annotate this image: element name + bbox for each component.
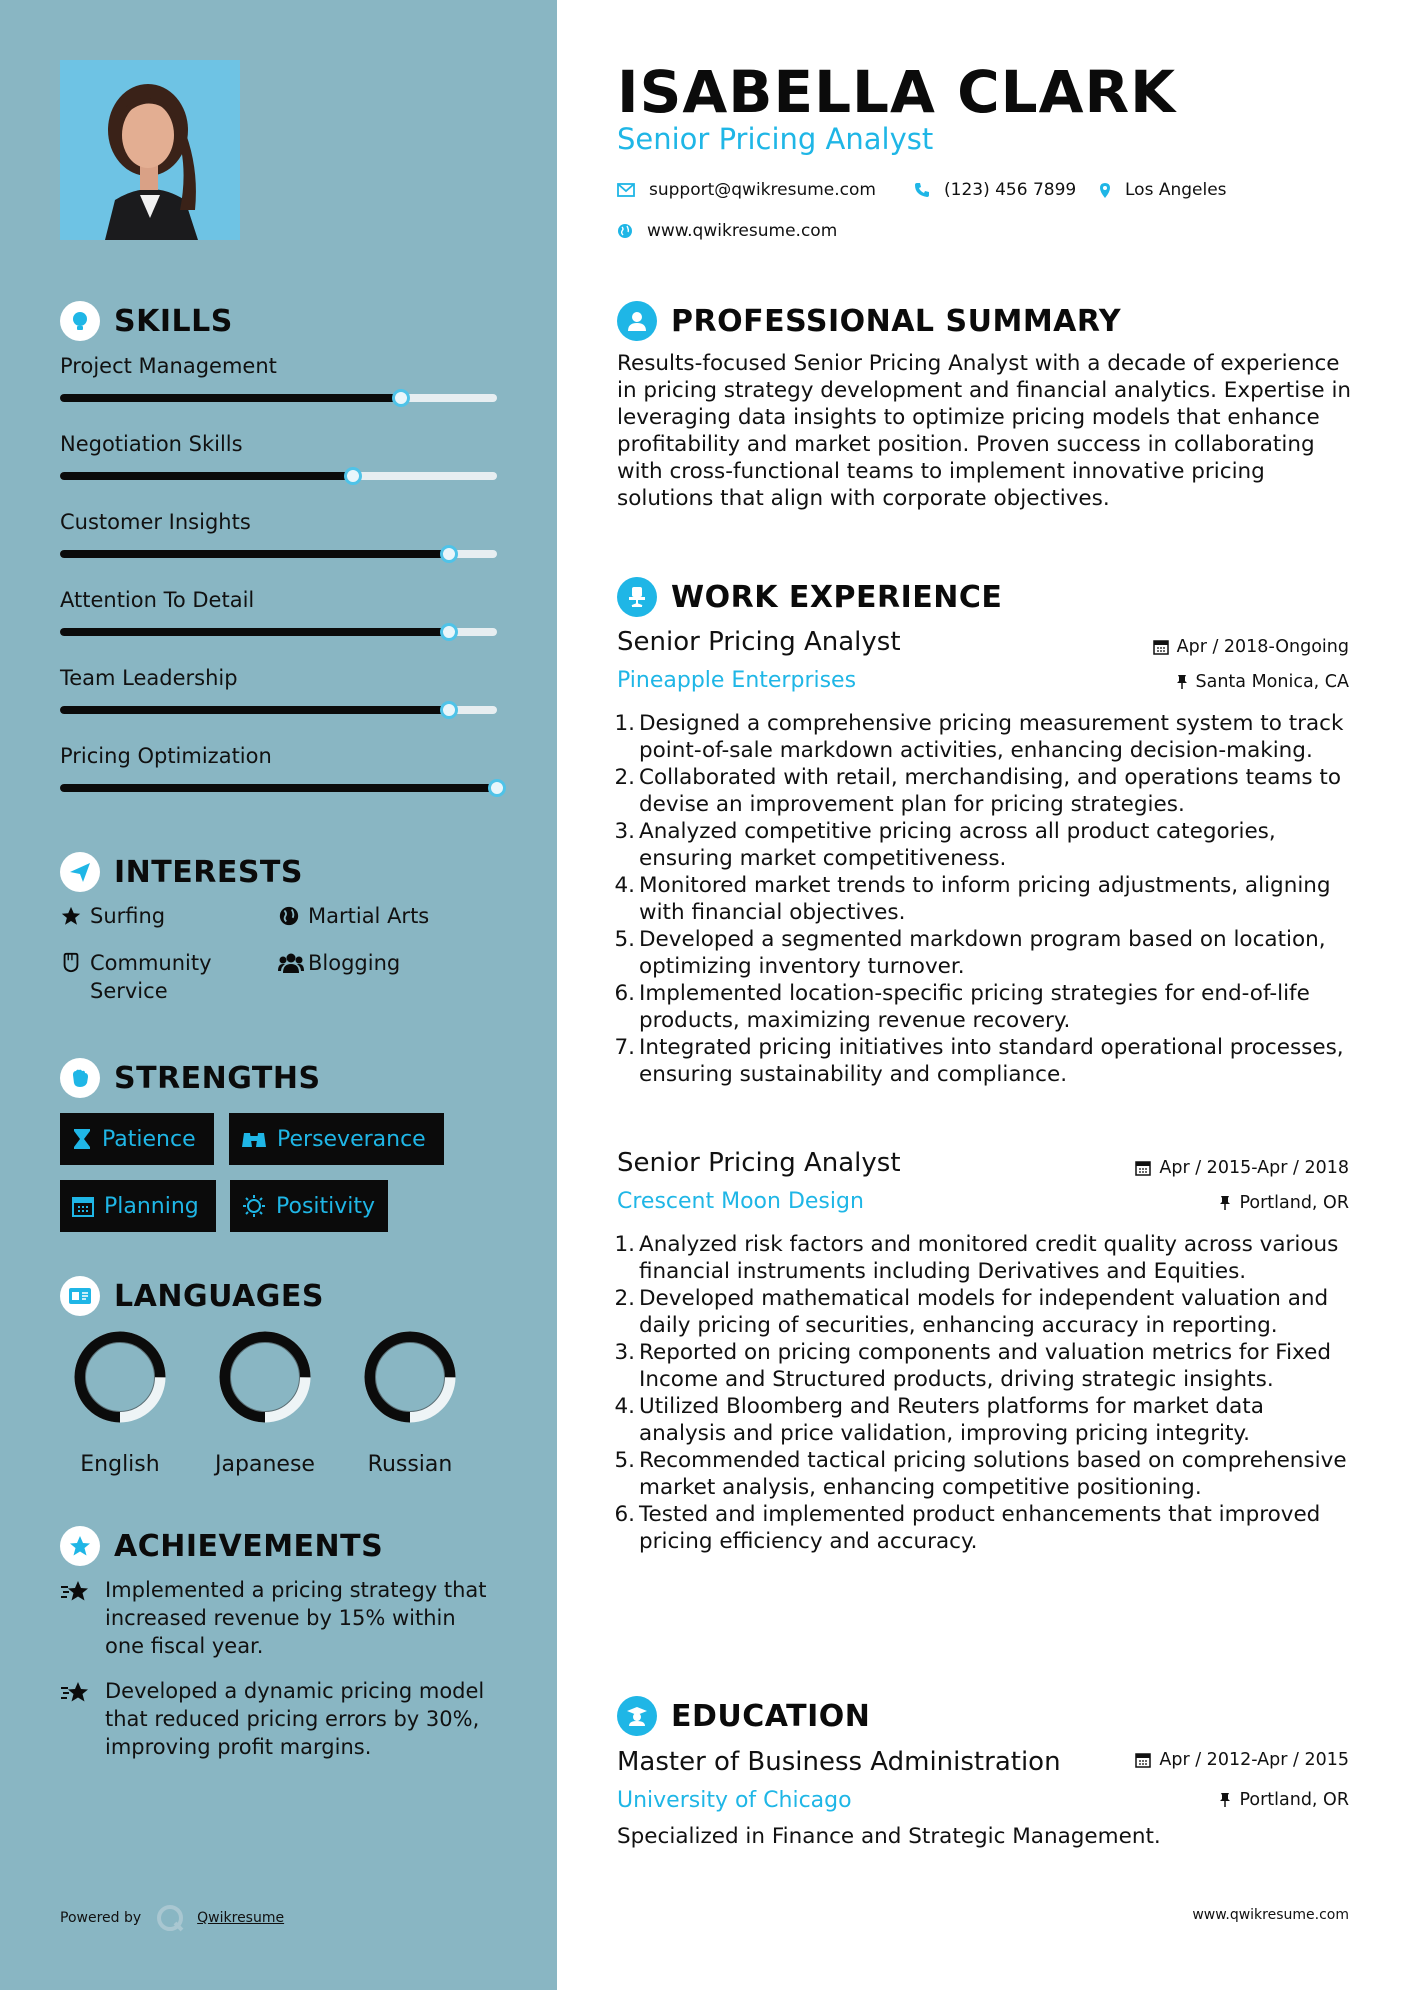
job-bullet: [610, 1339, 1355, 1393]
job-bullet: [610, 1447, 1355, 1501]
candidate-role: Senior Pricing Analyst: [617, 122, 934, 156]
job-bullets: [610, 1231, 1355, 1555]
bullet-number: 3.: [614, 819, 635, 844]
skill-bar-fill: [60, 472, 353, 480]
bullet-number: 3.: [614, 1340, 635, 1365]
skill-label: Negotiation Skills: [60, 432, 243, 456]
job-bullet: [610, 1393, 1355, 1447]
skill-bar: [60, 394, 497, 402]
job-bullet: [610, 1285, 1355, 1339]
language-item: [65, 1330, 175, 1477]
job-bullet: [610, 1231, 1355, 1285]
footer-url[interactable]: www.qwikresume.com: [1192, 1907, 1349, 1923]
hourglass-icon: [72, 1128, 92, 1150]
bullet-text: Implemented location-specific pricing strategies for end-of-life products, maximizing revenue recovery.: [639, 981, 1310, 1033]
users-icon: [278, 952, 308, 981]
strength-badge: Positivity: [230, 1180, 388, 1232]
skill-item: [60, 744, 500, 768]
skill-bar: [60, 472, 497, 480]
skill-bar-knob: [440, 545, 458, 563]
contact-email[interactable]: support@qwikresume.com: [617, 180, 876, 200]
contact-location: Los Angeles: [1099, 180, 1227, 200]
calendar-icon: [72, 1195, 94, 1217]
skill-item: [60, 432, 500, 456]
achievement-item: Implemented a pricing strategy that increased revenue by 15% within one fiscal year.: [60, 1576, 500, 1660]
language-level-ring: [218, 1330, 312, 1424]
shooting-star-icon: [60, 1679, 105, 1761]
bullet-text: Developed a segmented markdown program based on location, optimizing inventory turnover.: [639, 927, 1326, 979]
skill-item: [60, 354, 500, 378]
job-bullet: [610, 926, 1355, 980]
school-name: University of Chicago: [617, 1788, 852, 1813]
job-dates: Apr / 2018-Ongoing: [1153, 637, 1349, 657]
language-ring-inner: [231, 1343, 300, 1412]
office-chair-icon: [617, 577, 657, 617]
job-bullet: [610, 818, 1355, 872]
qwikresume-link[interactable]: Qwikresume: [197, 1910, 285, 1926]
bullet-number: 4.: [614, 1394, 635, 1419]
pushpin-icon: [1219, 1792, 1231, 1808]
calendar-icon: [1153, 639, 1169, 655]
skill-bar-knob: [488, 779, 506, 797]
hand-icon: [60, 952, 90, 981]
job-bullet: [610, 1034, 1355, 1088]
bullet-text: Utilized Bloomberg and Reuters platforms for market data analysis and price validation, improving pricing integrity.: [639, 1394, 1264, 1446]
star-badge-icon: [60, 1526, 100, 1566]
skill-label: Customer Insights: [60, 510, 251, 534]
map-pin-icon: [1099, 182, 1111, 199]
pushpin-icon: [1219, 1195, 1231, 1211]
skill-label: Pricing Optimization: [60, 744, 272, 768]
bullet-number: 5.: [614, 927, 635, 952]
job-bullet: [610, 872, 1355, 926]
language-label: Japanese: [215, 1452, 315, 1477]
education-description: Specialized in Finance and Strategic Management.: [617, 1824, 1161, 1849]
skill-bar-fill: [60, 628, 449, 636]
bullet-number: 5.: [614, 1448, 635, 1473]
skill-bar: [60, 628, 497, 636]
summary-heading: PROFESSIONAL SUMMARY: [617, 301, 1121, 341]
powered-by: Powered by Qwikresume: [60, 1903, 284, 1933]
job-location: Santa Monica, CA: [1176, 672, 1350, 692]
paper-plane-icon: [60, 852, 100, 892]
qwikresume-logo-icon: [155, 1903, 185, 1933]
education-dates: Apr / 2012-Apr / 2015: [1135, 1750, 1349, 1770]
skill-label: Team Leadership: [60, 666, 238, 690]
shooting-star-icon: [60, 1578, 105, 1660]
interest-item: Martial Arts: [278, 902, 429, 934]
interest-item: Blogging: [278, 949, 400, 981]
user-icon: [617, 301, 657, 341]
bullet-number: 6.: [614, 1502, 635, 1527]
education-location: Portland, OR: [1219, 1790, 1349, 1810]
strength-badge: Planning: [60, 1180, 216, 1232]
bullet-text: Recommended tactical pricing solutions based on comprehensive market analysis, enhancing competitive positioning.: [639, 1448, 1347, 1500]
bullet-number: 7.: [614, 1035, 635, 1060]
summary-text: Results-focused Senior Pricing Analyst with a decade of experience in pricing strategy development and financial analytics. Expertise in leveraging data insights to optimize pricing models that enhance profitability and market position. Proven success in collaborating with cross-functional teams to implement innovative pricing solutions that align with corporate objectives.: [617, 351, 1352, 511]
calendar-icon: [1135, 1752, 1151, 1768]
skill-bar-knob: [344, 467, 362, 485]
pushpin-icon: [1176, 674, 1188, 690]
fist-icon: [60, 1058, 100, 1098]
language-item: [210, 1330, 320, 1477]
achievement-item: Developed a dynamic pricing model that reduced pricing errors by 30%, improving profit margins.: [60, 1677, 500, 1761]
bullet-text: Designed a comprehensive pricing measurement system to track point-of-sale markdown activities, enhancing decision-making.: [639, 711, 1344, 763]
job-bullet: [610, 980, 1355, 1034]
bullet-number: 2.: [614, 1286, 635, 1311]
job-bullet: [610, 764, 1355, 818]
graduate-icon: [617, 1696, 657, 1736]
job-location: Portland, OR: [1219, 1193, 1349, 1213]
skill-bar-knob: [440, 701, 458, 719]
skill-bar-fill: [60, 706, 449, 714]
calendar-icon: [1135, 1160, 1151, 1176]
languages-heading: LANGUAGES: [60, 1276, 324, 1316]
language-card-icon: [60, 1276, 100, 1316]
achievements-heading: ACHIEVEMENTS: [60, 1526, 383, 1566]
skill-bar-knob: [440, 623, 458, 641]
bullet-text: Tested and implemented product enhancements that improved pricing efficiency and accuracy.: [639, 1502, 1321, 1554]
binoculars-icon: [241, 1129, 267, 1149]
skill-bar-fill: [60, 784, 497, 792]
bullet-number: 6.: [614, 981, 635, 1006]
job-dates: Apr / 2015-Apr / 2018: [1135, 1158, 1349, 1178]
strengths-heading: STRENGTHS: [60, 1058, 321, 1098]
star-icon: [60, 905, 90, 934]
experience-heading: WORK EXPERIENCE: [617, 577, 1002, 617]
bullet-text: Analyzed competitive pricing across all product categories, ensuring market competitiveness.: [639, 819, 1276, 871]
profile-photo: [60, 60, 240, 240]
skill-label: Attention To Detail: [60, 588, 255, 612]
language-label: English: [80, 1452, 160, 1477]
bullet-text: Integrated pricing initiatives into standard operational processes, ensuring sustainability and compliance.: [639, 1035, 1344, 1087]
bullet-text: Reported on pricing components and valuation metrics for Fixed Income and Structured products, driving strategic insights.: [639, 1340, 1331, 1392]
interests-heading: INTERESTS: [60, 852, 303, 892]
job-company: Pineapple Enterprises: [617, 668, 857, 693]
job-company: Crescent Moon Design: [617, 1189, 864, 1214]
bullet-number: 4.: [614, 873, 635, 898]
envelope-icon: [617, 183, 635, 197]
globe-icon: [278, 905, 308, 934]
lightbulb-icon: [60, 301, 100, 341]
candidate-name: ISABELLA CLARK: [617, 58, 1177, 126]
language-ring-inner: [86, 1343, 155, 1412]
skill-bar: [60, 706, 497, 714]
skill-bar: [60, 550, 497, 558]
skill-item: [60, 666, 500, 690]
bullet-number: 1.: [614, 1232, 635, 1257]
contact-phone[interactable]: (123) 456 7899: [914, 180, 1076, 200]
bullet-text: Developed mathematical models for independent valuation and daily pricing of securities, enhancing accuracy in reporting.: [639, 1286, 1329, 1338]
language-item: [355, 1330, 465, 1477]
skills-heading: SKILLS: [60, 301, 233, 341]
bullet-number: 1.: [614, 711, 635, 736]
skill-item: [60, 510, 500, 534]
language-level-ring: [363, 1330, 457, 1424]
education-heading: EDUCATION: [617, 1696, 870, 1736]
bullet-text: Monitored market trends to inform pricing adjustments, aligning with financial objectives.: [639, 873, 1331, 925]
phone-icon: [914, 182, 930, 198]
language-ring-inner: [376, 1343, 445, 1412]
strength-badge: Perseverance: [229, 1113, 444, 1165]
contact-website[interactable]: www.qwikresume.com: [617, 221, 837, 241]
skill-bar-knob: [392, 389, 410, 407]
job-title: Senior Pricing Analyst: [617, 627, 901, 657]
sun-icon: [242, 1194, 266, 1218]
language-label: Russian: [367, 1452, 453, 1477]
strength-badge: Patience: [60, 1113, 214, 1165]
globe-icon: [617, 223, 633, 239]
sidebar: [0, 0, 557, 1990]
job-title: Senior Pricing Analyst: [617, 1148, 901, 1178]
bullet-text: Collaborated with retail, merchandising, and operations teams to devise an improvement plan for pricing strategies.: [639, 765, 1341, 817]
interest-item: Surfing: [60, 902, 165, 934]
skill-bar-fill: [60, 550, 449, 558]
job-bullet: [610, 710, 1355, 764]
job-bullet: [610, 1501, 1355, 1555]
skill-item: [60, 588, 500, 612]
degree-title: Master of Business Administration: [617, 1747, 1061, 1777]
bullet-number: 2.: [614, 765, 635, 790]
language-level-ring: [73, 1330, 167, 1424]
skill-bar-fill: [60, 394, 401, 402]
bullet-text: Analyzed risk factors and monitored credit quality across various financial instruments including Derivatives and Equities.: [639, 1232, 1339, 1284]
skill-bar: [60, 784, 497, 792]
interest-item: Community Service: [60, 949, 260, 1005]
job-bullets: [610, 710, 1355, 1088]
skill-label: Project Management: [60, 354, 277, 378]
